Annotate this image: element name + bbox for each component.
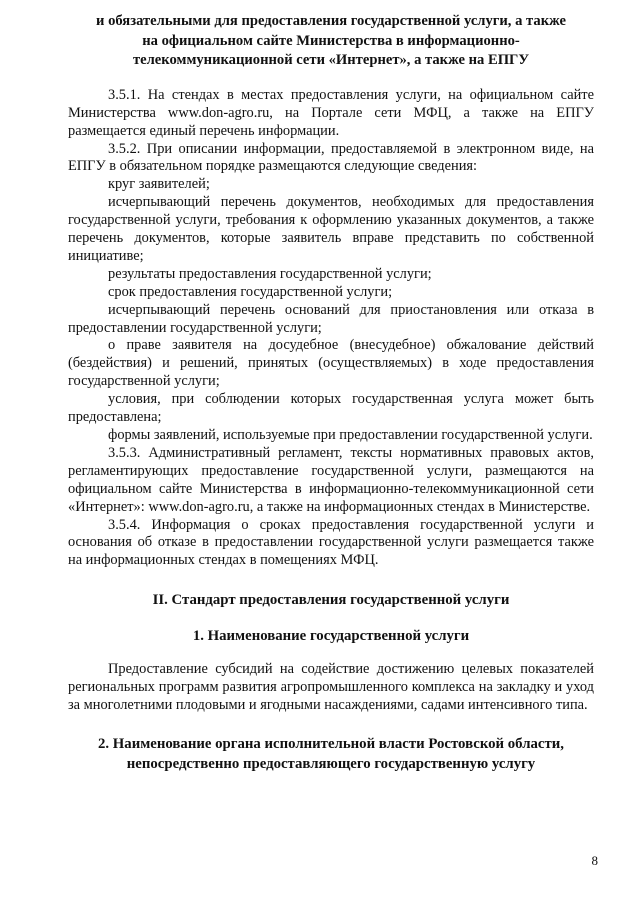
paragraph-3-5-4: 3.5.4. Информация о сроках предоставления государственной услуги и основания об отказе в предоставлении государственной услуги размещается также на информационных стендах в помещениях МФЦ. (68, 516, 594, 569)
heading-line: и обязательными для предоставления государственной услуги, а также (96, 13, 566, 29)
heading-line: на официальном сайте Министерства в информационно- (142, 32, 520, 49)
document-page (68, 0, 594, 774)
section-2-title: II. Стандарт предоставления государственной услуги (152, 592, 510, 609)
subsection-1-text: Предоставление субсидий на содействие достижению целевых показателей региональных программ развития агропромышленного комплекса на закладку и уход за многолетними плодовыми и ягодными насаждениями, садами интенсивного типа. (68, 661, 594, 714)
list-item: о праве заявителя на досудебное (внесудебное) обжалование действий (бездействия) и решений, принятых (осуществляемых) в ходе предоставления государственной услуги; (68, 337, 594, 390)
list-item: круг заявителей; (108, 176, 210, 193)
subsection-1-title: 1. Наименование государственной услуги (192, 627, 470, 644)
paragraph-3-5-1: 3.5.1. На стендах в местах предоставления услуги, на официальном сайте Министерства www.don-agro.ru, на Портале сети МФЦ, а также на ЕПГУ размещается единый перечень информации. (68, 86, 594, 139)
heading-line: телекоммуникационной сети «Интернет», а также на ЕПГУ (132, 52, 530, 69)
list-item: результаты предоставления государственной услуги; (108, 265, 432, 282)
paragraph-3-5-3: 3.5.3. Административный регламент, тексты нормативных правовых актов, регламентирующих предоставление государственной услуги, размещаются на официальном сайте Министерства в информационно-телекоммуникационной сети «Интернет»: www.don-agro.ru, а также на информационных стендах в Министерстве. (68, 444, 594, 515)
paragraph-3-5-2: 3.5.2. При описании информации, предоставляемой в электронном виде, на ЕПГУ в обязательном порядке размещаются следующие сведения: (68, 140, 594, 175)
subsection-2-title (68, 735, 594, 774)
list-item: условия, при соблюдении которых государственная услуга может быть предоставлена; (68, 391, 594, 426)
subsection-2-title-line: непосредственно предоставляющего государственную услугу (126, 755, 536, 772)
list-item: исчерпывающий перечень документов, необходимых для предоставления государственной услуги, требования к оформлению указанных документов, а также перечень документов, которые заявитель вправе представить по собственной инициативе; (68, 194, 594, 264)
section-heading (68, 12, 594, 71)
list-item: исчерпывающий перечень оснований для приостановления или отказа в предоставлении государственной услуги; (68, 301, 594, 336)
list-item: формы заявлений, используемые при предоставлении государственной услуги. (108, 427, 593, 443)
page-number: 8 (591, 853, 598, 868)
list-item: срок предоставления государственной услуги; (108, 283, 393, 300)
subsection-2-title-line: 2. Наименование органа исполнительной власти Ростовской области, (98, 736, 564, 753)
